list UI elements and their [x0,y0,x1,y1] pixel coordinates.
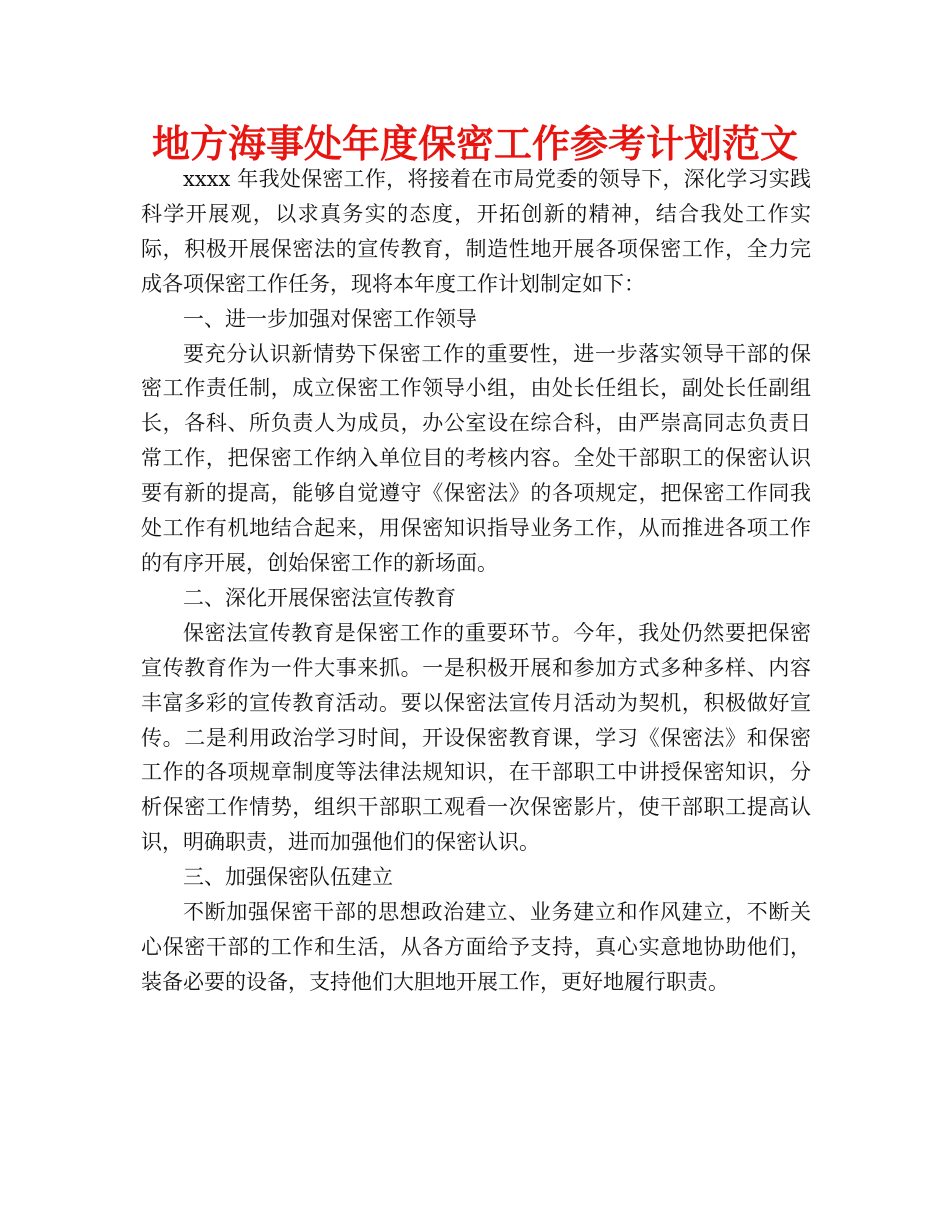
document-title: 地方海事处年度保密工作参考计划范文 [151,122,798,166]
section-paragraph-3: 不断加强保密干部的思想政治建立、业务建立和作风建立，不断关心保密干部的工作和生活，从各方面给予支持，真心实意地协助他们，装备必要的设备，支持他们大胆地开展工作，更好地履行职责。 [141,900,811,994]
section-heading-3: 三、加强保密队伍建立 [183,865,393,890]
section-paragraph-1: 要充分认识新情势下保密工作的重要性，进一步落实领导干部的保密工作责任制，成立保密工作领导小组，由处长任组长，副处长任副组长，各科、所负责人为成员，办公室设在综合科，由严崇高同志负责日常工作，把保密工作纳入单位目的考核内容。全处干部职工的保密认识要有新的提高，能够自觉遵守《保密法》的各项规定，把保密工作同我处工作有机地结合起来，用保密知识指导业务工作，从而推进各项工作的有序开展，创始保密工作的新场面。 [141,341,811,575]
section-heading-1: 一、进一步加强对保密工作领导 [183,306,477,331]
intro-paragraph: xxxx 年我处保密工作，将接着在市局党委的领导下，深化学习实践科学开展观，以求真务实的态度，开拓创新的精神，结合我处工作实际，积极开展保密法的宣传教育，制造性地开展各项保密工作，全力完成各项保密工作任务，现将本年度工作计划制定如下： [141,167,811,296]
document-body [141,162,811,1000]
section-heading-2: 二、深化开展保密法宣传教育 [183,585,456,610]
section-paragraph-2: 保密法宣传教育是保密工作的重要环节。今年，我处仍然要把保密宣传教育作为一件大事来抓。一是积极开展和参加方式多种多样、内容丰富多彩的宣传教育活动。要以保密法宣传月活动为契机，积极做好宣传。二是利用政治学习时间，开设保密教育课，学习《保密法》和保密工作的各项规章制度等法律法规知识，在干部职工中讲授保密知识，分析保密工作情势，组织干部职工观看一次保密影片，使干部职工提高认识，明确职责，进而加强他们的保密认识。 [141,620,811,855]
